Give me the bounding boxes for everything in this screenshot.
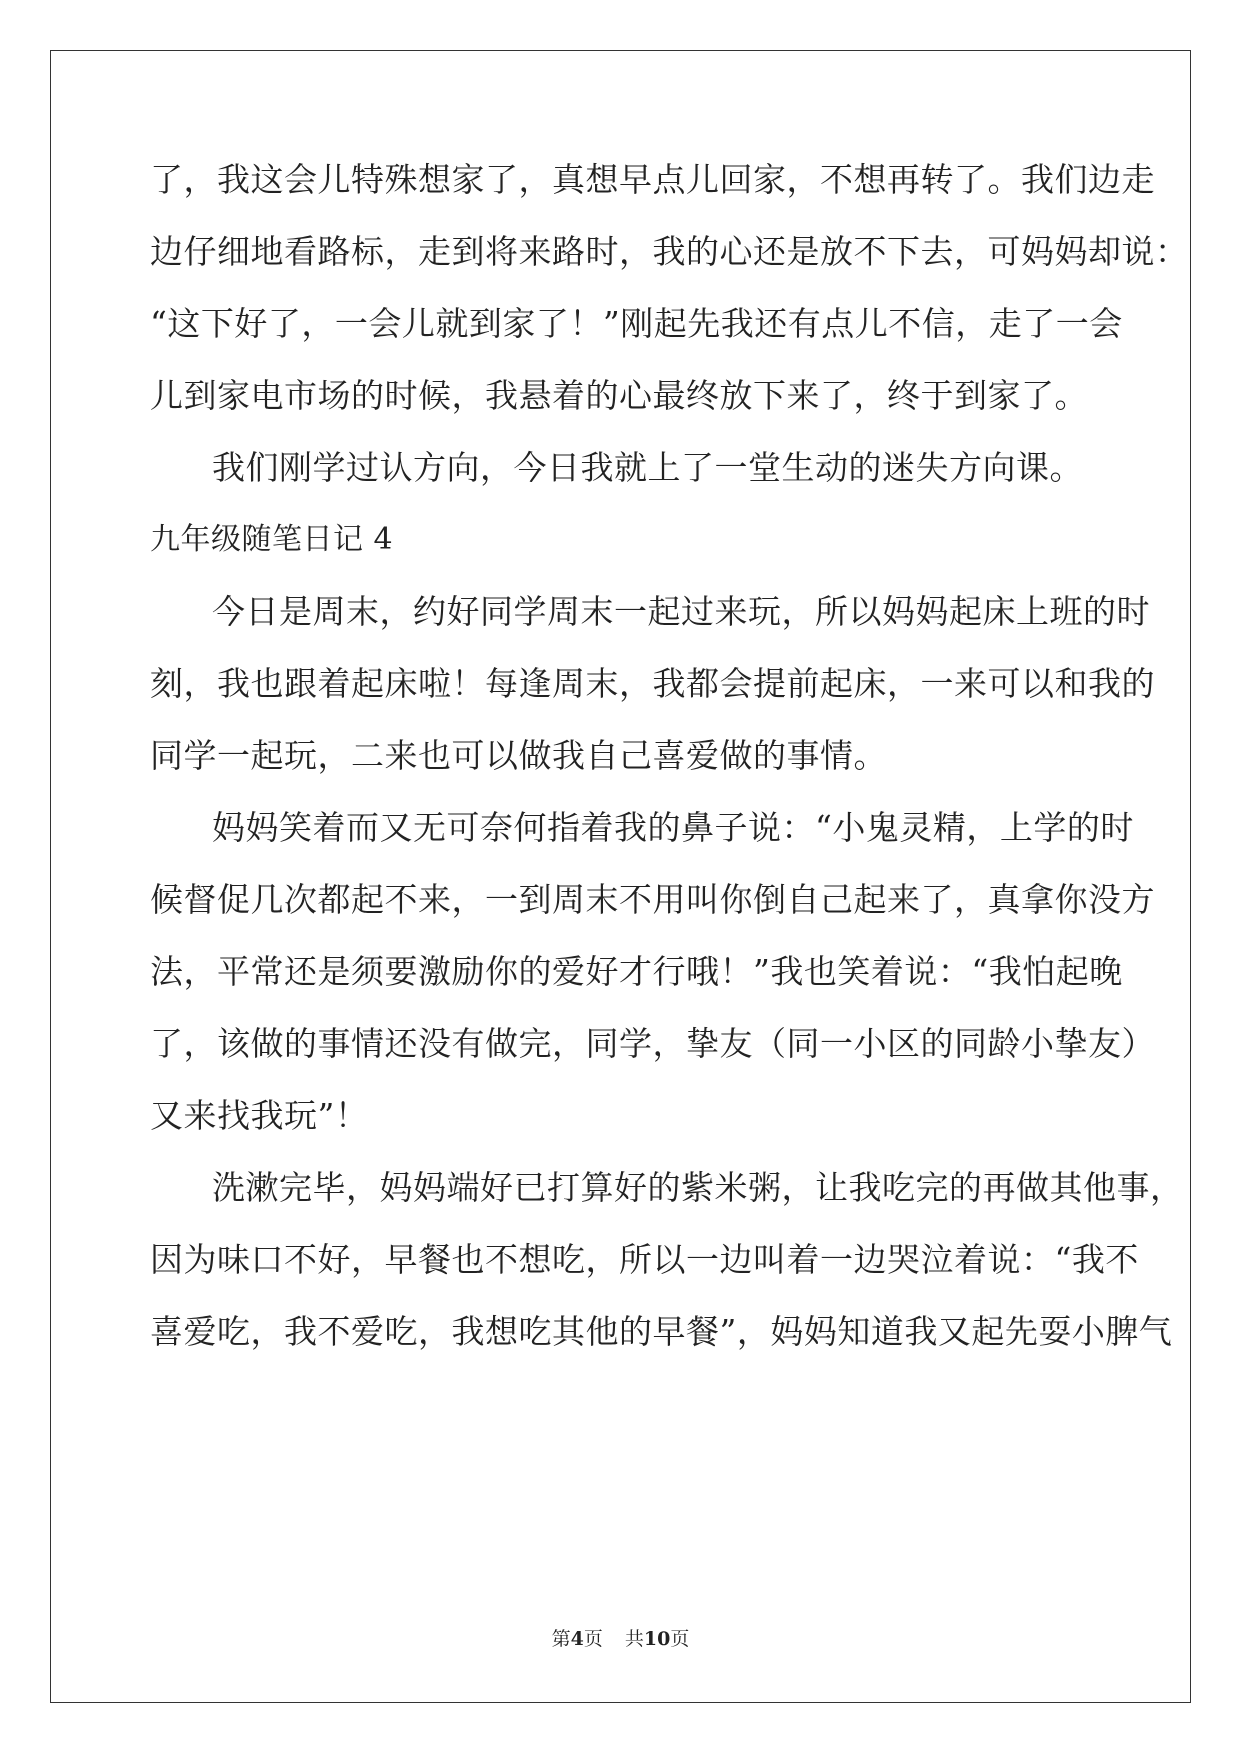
- total-pages: 10: [643, 1628, 671, 1650]
- text-line: 又来找我玩”！: [150, 1096, 369, 1135]
- total-suffix: 页: [670, 1628, 690, 1650]
- text-line: 了，该做的事情还没有做完，同学，挚友（同一小区的同龄小挚友）: [150, 1024, 1155, 1063]
- paragraph-start: 我们刚学过认方向，今日我就上了一堂生动的迷失方向课。: [212, 448, 1083, 487]
- paragraph-start: 今日是周末，约好同学周末一起过来玩，所以妈妈起床上班的时: [212, 592, 1150, 631]
- section-heading: 九年级随笔日记 4: [150, 522, 394, 557]
- text-line: 儿到家电市场的时候，我悬着的心最终放下来了，终于到家了。: [150, 376, 1088, 415]
- text-line: 法，平常还是须要激励你的爱好才行哦！”我也笑着说：“我怕起晚: [150, 952, 1123, 991]
- page-footer: [0, 1624, 1241, 1651]
- page-prefix: 第: [551, 1628, 571, 1650]
- page-number: 4: [570, 1628, 584, 1650]
- text-line: 边仔细地看路标，走到将来路时，我的心还是放不下去，可妈妈却说：: [150, 232, 1189, 271]
- text-line: 了，我这会儿特殊想家了，真想早点儿回家，不想再转了。我们边走: [150, 160, 1155, 199]
- text-line: 同学一起玩，二来也可以做我自己喜爱做的事情。: [150, 736, 887, 775]
- text-line: 候督促几次都起不来，一到周末不用叫你倒自己起来了，真拿你没方: [150, 880, 1155, 919]
- page-suffix: 页: [583, 1628, 603, 1650]
- page-border: [50, 50, 1191, 1703]
- total-prefix: 共: [624, 1628, 644, 1650]
- text-line: 刻，我也跟着起床啦！每逢周末，我都会提前起床，一来可以和我的: [150, 664, 1155, 703]
- paragraph-start: 妈妈笑着而又无可奈何指着我的鼻子说：“小鬼灵精，上学的时: [212, 808, 1134, 847]
- text-line: 喜爱吃，我不爱吃，我想吃其他的早餐”，妈妈知道我又起先耍小脾气: [150, 1312, 1173, 1351]
- text-line: 因为味口不好，早餐也不想吃，所以一边叫着一边哭泣着说：“我不: [150, 1240, 1139, 1279]
- paragraph-start: 洗漱完毕，妈妈端好已打算好的紫米粥，让我吃完的再做其他事，: [212, 1168, 1184, 1207]
- text-line: “这下好了，一会儿就到家了！”刚起先我还有点儿不信，走了一会: [150, 304, 1123, 343]
